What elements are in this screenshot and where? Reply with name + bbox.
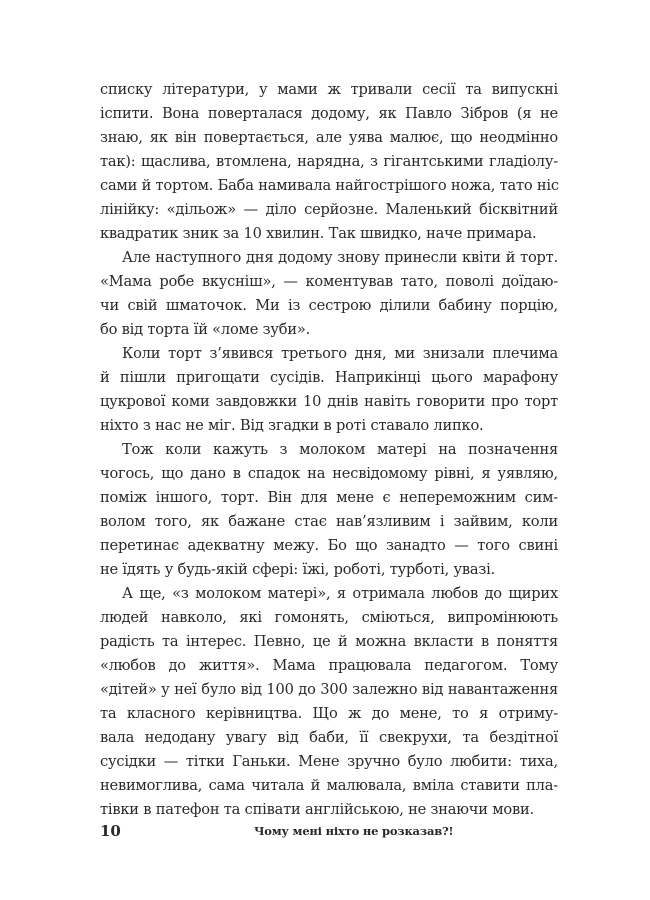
text-line: чи свій шматочок. Ми із сестрою ділили бабину порцію, xyxy=(100,297,558,314)
text-line: чогось, що дано в спадок на несвідомому рівні, я уявляю, xyxy=(100,465,558,482)
text-line: А ще, «з молоком матері», я отримала любов до щирих xyxy=(122,585,558,602)
text-line: лінійку: «дільож» — діло серйозне. Маленький бісквітний xyxy=(100,201,558,218)
text-line: невимоглива, сама читала й малювала, вміла ставити пла- xyxy=(100,777,558,794)
text-line: сами й тортом. Баба намивала найгострішого ножа, тато ніс xyxy=(100,177,559,194)
text-line: списку літератури, у мами ж тривали сесії та випускні xyxy=(100,81,558,98)
page-body xyxy=(100,78,558,822)
text-line: й пішли пригощати сусідів. Наприкінці цього марафону xyxy=(100,369,558,386)
paragraph xyxy=(100,78,558,246)
page-footer xyxy=(100,822,558,846)
paragraph xyxy=(100,342,558,438)
page-number: 10 xyxy=(100,822,121,840)
paragraph xyxy=(100,582,558,822)
paragraph xyxy=(100,246,558,342)
text-line: ніхто з нас не міг. Від згадки в роті ставало липко. xyxy=(100,417,484,434)
text-line: тівки в патефон та співати англійською, не знаючи мови. xyxy=(100,801,534,818)
text-line: радість та інтерес. Певно, це й можна вкласти в поняття xyxy=(100,633,558,650)
text-line: не їдять у будь-якій сфері: їжі, роботі, турботі, увазі. xyxy=(100,561,496,578)
text-line: «любов до життя». Мама працювала педагогом. Тому xyxy=(100,657,558,674)
text-line: іспити. Вона поверталася додому, як Павло Зібров (я не xyxy=(100,105,558,122)
text-line: та класного керівництва. Що ж до мене, то я отриму- xyxy=(100,705,558,722)
text-line: вала недодану увагу від баби, її свекрухи, та бездітної xyxy=(100,729,558,746)
text-line: поміж іншого, торт. Він для мене є непереможним сим- xyxy=(100,489,558,506)
paragraph xyxy=(100,438,558,582)
text-line: бо від торта їй «ломе зуби». xyxy=(100,321,311,338)
text-line: «дітей» у неї було від 100 до 300 залежно від навантаження xyxy=(100,681,558,698)
running-title: Чому мені ніхто не розказав?! xyxy=(254,824,454,838)
text-line: цукрової коми завдовжки 10 днів навіть говорити про торт xyxy=(100,393,558,410)
text-line: Тож коли кажуть з молоком матері на позначення xyxy=(122,441,558,458)
text-line: так): щаслива, втомлена, нарядна, з гігантськими гладіолу- xyxy=(100,153,558,170)
text-line: знаю, як він повертається, але уява малює, що неодмінно xyxy=(100,129,558,146)
text-line: людей навколо, які гомонять, сміються, випромінюють xyxy=(100,609,558,626)
text-line: Але наступного дня додому знову принесли квіти й торт. xyxy=(122,249,558,266)
text-line: квадратик зник за 10 хвилин. Так швидко, наче примара. xyxy=(100,225,537,242)
text-line: волом того, як бажане стає нав’язливим і зайвим, коли xyxy=(100,513,558,530)
text-line: Коли торт з’явився третього дня, ми знизали плечима xyxy=(122,345,558,362)
text-line: «Мама робе вкусніш», — коментував тато, поволі доїдаю- xyxy=(100,273,558,290)
text-line: сусідки — тітки Ганьки. Мене зручно було любити: тиха, xyxy=(100,753,558,770)
text-line: перетинає адекватну межу. Бо що занадто — того свині xyxy=(100,537,558,554)
